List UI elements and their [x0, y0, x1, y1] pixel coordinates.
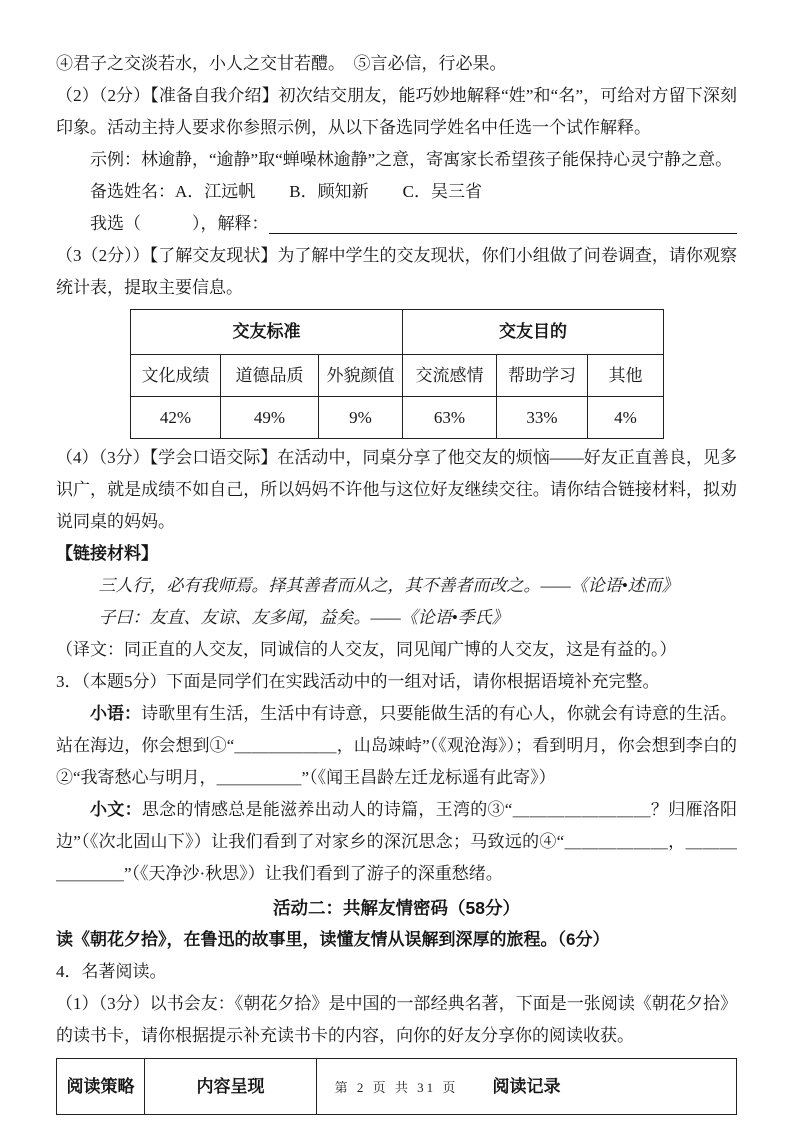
- q4-prompt: （4）（3分）【学会口语交际】在活动中，同桌分享了他交友的烦恼——好友正直善良，见多识广，就是成绩不如自己，所以妈妈不许他与这位好友继续交往。请你结合链接材料，拟劝说同桌的妈妈。: [56, 448, 737, 531]
- quote-lunyu-shuer: 三人行，必有我师焉。择其善者而从之，其不善者而改之。——《论语•述而》: [98, 576, 679, 595]
- example-line: 示例：林逾静，“逾静”取“蝉噪林逾静”之意，寄寓家长希望孩子能保持心灵宁静之意。: [90, 150, 733, 169]
- reading-col-strategy: 阅读策略: [57, 1059, 145, 1115]
- reading-col-record: 阅读记录: [317, 1059, 737, 1115]
- answer-blank-line: [269, 208, 738, 234]
- survey-value-row: [131, 397, 664, 439]
- activity2-subtitle: 读《朝花夕拾》，在鲁迅的故事里，读懂友情从误解到深厚的旅程。（6分）: [56, 930, 610, 949]
- maxims-line: ④君子之交淡若水，小人之交甘若醴。 ⑤言必信，行必果。: [56, 54, 507, 73]
- survey-value: 4%: [588, 397, 664, 439]
- my-choice-text: 我选（ ），解释：: [90, 214, 269, 233]
- survey-group-row: [131, 310, 664, 355]
- reading-col-content: 内容呈现: [145, 1059, 317, 1115]
- linked-material-heading: 【链接材料】: [56, 544, 158, 563]
- survey-table: [130, 309, 664, 439]
- survey-col-header: 其他: [588, 355, 664, 397]
- q4-mingzhu-heading: 4．名著阅读。: [56, 962, 167, 981]
- survey-group-standard: 交友标准: [131, 310, 403, 355]
- dialog-xiaoyu: [56, 698, 737, 794]
- survey-value: 9%: [319, 397, 403, 439]
- dialog-xiaowen-text: 思念的情感总是能滋养出动人的诗篇，王湾的③“＿＿＿＿＿＿＿＿？归雁洛阳边”（《次北固山下》）让我们看到了对家乡的深沉思念；马致远的④“＿＿＿＿＿＿，＿＿＿＿＿＿＿”（《天净沙·秋思》）让我们看到了游子的深重愁绪。: [56, 800, 738, 883]
- survey-value: 33%: [497, 397, 588, 439]
- dialog-xiaoyu-text: 诗歌里有生活，生活中有诗意，只要能做生活的有心人，你就会有诗意的生活。站在海边，你会想到①“＿＿＿＿＿＿，山岛竦峙”（《观沧海》）；看到明月，你会想到李白的②“我寄愁心与明月，＿＿＿＿＿”（《闻王昌龄左迁龙标遥有此寄》）: [56, 704, 738, 787]
- survey-header-row: [131, 355, 664, 397]
- survey-value: 42%: [131, 397, 221, 439]
- q3-dialog-intro: 3．（本题5分）下面是同学们在实践活动中的一组对话，请你根据语境补充完整。: [56, 672, 660, 691]
- dialog-xiaowen: [56, 794, 737, 890]
- survey-col-header: 帮助学习: [497, 355, 588, 397]
- survey-col-header: 交流感情: [403, 355, 497, 397]
- speaker-xiaowen-label: 小文：: [90, 800, 142, 819]
- page-footer: 第 2 页 共 31 页: [334, 1080, 459, 1095]
- speaker-xiaoyu-label: 小语：: [90, 704, 142, 723]
- translation-line: （译文：同正直的人交友，同诚信的人交友，同见闻广博的人交友，这是有益的。）: [56, 640, 677, 659]
- survey-col-header: 道德品质: [221, 355, 319, 397]
- quote-lunyu-jishi: 子曰：友直、友谅、友多闻，益矣。——《论语•季氏》: [98, 608, 509, 627]
- q2-intro: （2）（2分）【准备自我介绍】初次结交朋友，能巧妙地解释“姓”和“名”，可给对方留下深刻印象。活动主持人要求你参照示例，从以下备选同学姓名中任选一个试作解释。: [56, 86, 737, 137]
- survey-value: 63%: [403, 397, 497, 439]
- my-choice-line: [56, 208, 737, 240]
- activity2-heading: 活动二：共解友情密码（58分）: [273, 898, 520, 918]
- q4-1-prompt: （1）（3分）以书会友：《朝花夕拾》是中国的一部经典名著，下面是一张阅读《朝花夕拾》的读书卡，请你根据提示补充读书卡的内容，向你的好友分享你的阅读收获。: [56, 994, 737, 1045]
- survey-value: 49%: [221, 397, 319, 439]
- survey-col-header: 外貌颜值: [319, 355, 403, 397]
- survey-col-header: 文化成绩: [131, 355, 221, 397]
- survey-group-purpose: 交友目的: [403, 310, 664, 355]
- q3-intro: （3（2分））【了解交友现状】为了解中学生的交友现状，你们小组做了问卷调查，请你观察统计表，提取主要信息。: [56, 246, 737, 297]
- candidate-names: 备选姓名：A．江远帆 B．顾知新 C．吴三省: [90, 182, 482, 201]
